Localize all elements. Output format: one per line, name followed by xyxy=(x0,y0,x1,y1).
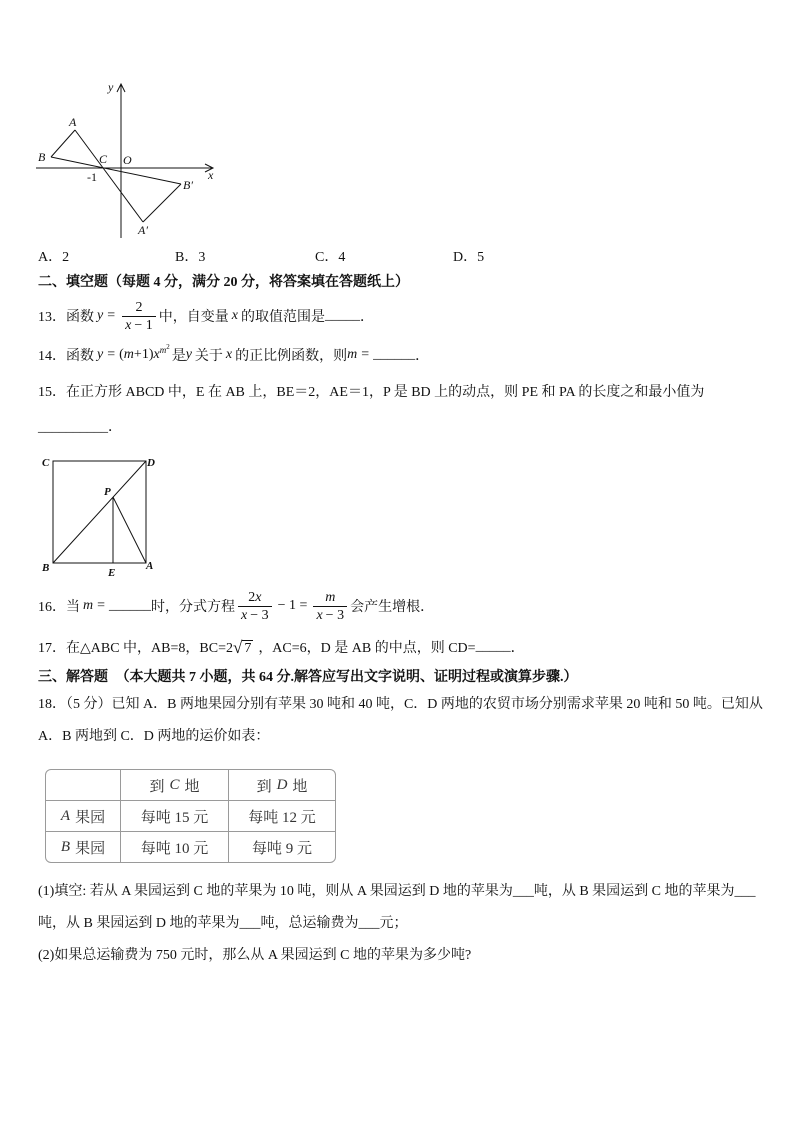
question-14 xyxy=(38,343,429,367)
question-13 xyxy=(38,296,374,336)
table-header-to-d xyxy=(229,770,335,801)
table-header-to-c xyxy=(121,770,229,801)
q17-sqrt xyxy=(233,638,253,657)
q14-exponent xyxy=(160,343,170,355)
q16-lead: 16．当 xyxy=(38,600,80,615)
q14-paren-open: ( xyxy=(119,347,124,362)
q14-lead: 14．函数 xyxy=(38,349,94,364)
label-b: B xyxy=(38,150,46,164)
option-a: A．2 xyxy=(38,250,70,265)
square-label-c: C xyxy=(42,457,50,469)
q13-tail: 的取值范围是 xyxy=(240,310,325,325)
q13-denominator xyxy=(122,317,156,334)
q13-lead: 13．函数 xyxy=(38,310,94,325)
q17-blank: _____ xyxy=(475,639,511,654)
q13-den-var: x xyxy=(125,317,132,333)
q16-right-denominator xyxy=(313,607,347,624)
q13-equals: = xyxy=(107,308,116,323)
label-x-axis: x xyxy=(208,168,214,182)
q16-fraction-right xyxy=(313,589,347,624)
table-corner-cell xyxy=(46,770,121,801)
q14-base: x xyxy=(153,347,160,362)
header-c-post: 地 xyxy=(184,778,200,795)
q14-is: 是 xyxy=(171,349,186,364)
table-cell-b-to-d: 每吨 9 元 xyxy=(251,840,312,857)
q14-tail: 的正比例函数，则 xyxy=(235,349,348,364)
row-a-label: 果园 xyxy=(75,809,106,826)
q15-blank: __________ xyxy=(38,420,108,435)
q17-tail: ，AC=6，D 是 AB 的中点，则 CD= xyxy=(258,641,476,656)
label-a-prime: A′ xyxy=(138,223,148,237)
question-16 xyxy=(38,586,434,626)
q16-mid: 时，分式方程 xyxy=(151,600,236,615)
table-row-label-a xyxy=(46,801,121,832)
q15-end: ． xyxy=(108,420,122,435)
q13-after: 中，自变量 xyxy=(158,310,229,325)
option-d: D．5 xyxy=(453,250,485,265)
label-c: C xyxy=(99,152,108,166)
q16-left-num-coef: 2 xyxy=(248,589,256,605)
q14-m: m xyxy=(347,347,358,362)
segment-pa xyxy=(113,497,146,563)
label-origin: O xyxy=(123,153,132,167)
q14-y: y xyxy=(185,347,192,362)
square-label-p: P xyxy=(104,486,111,498)
label-neg-one: -1 xyxy=(87,170,97,184)
coordinate-figure xyxy=(0,75,240,245)
question-15-text: 15．在正方形 ABCD 中，E 在 AB 上，BE＝2，AE＝1，P 是 BD 上的动点，则 PE 和 PA 的长度之和最小值为 xyxy=(38,385,705,400)
q16-left-num-var: x xyxy=(255,589,262,605)
q16-left-den-var: x xyxy=(241,607,248,623)
question-18-part-1-line-1: (1)填空: 若从 A 果园运到 C 地的苹果为 10 吨，则从 A 果园运到 D 地的苹果为___吨，从 B 果园运到 C 地的苹果为___ xyxy=(38,884,756,899)
label-a: A xyxy=(69,115,77,129)
segment-ab xyxy=(51,130,75,157)
question-15-answer-line xyxy=(38,418,122,438)
question-18-part-1-line-2: 吨，从 B 果园运到 D 地的苹果为___吨，总运输费为___元； xyxy=(38,916,408,931)
table-cell-a-to-d: 每吨 12 元 xyxy=(229,801,335,832)
q14-coef-var: m xyxy=(123,347,134,362)
row-a-var: A xyxy=(60,807,71,824)
q16-left-denominator xyxy=(238,607,272,624)
row-b-label: 果园 xyxy=(75,840,106,857)
q13-lhs: y xyxy=(97,308,104,323)
question-18-line-1: 18．（5 分）已知 A．B 两地果园分别有苹果 30 吨和 40 吨，C．D 两地的农贸市场分别需求苹果 20 吨和 50 吨。已知从 xyxy=(38,697,763,712)
q14-about: 关于 xyxy=(194,349,223,364)
header-d-pre: 到 xyxy=(256,778,272,795)
segment-a-prime-b-prime xyxy=(143,184,181,222)
section-3-heading xyxy=(38,668,578,688)
square-label-a: A xyxy=(146,560,154,572)
freight-rate-table xyxy=(45,769,336,863)
segment-a-a-prime xyxy=(75,130,143,222)
q13-den-rest: − 1 xyxy=(134,317,153,333)
q16-blank: ______ xyxy=(109,598,152,613)
label-y-axis: y xyxy=(108,80,114,94)
option-b: B．3 xyxy=(175,250,206,265)
q14-blank: ______ xyxy=(373,347,416,362)
q13-blank: _____ xyxy=(324,308,360,323)
option-c: C．4 xyxy=(315,250,346,265)
section-2-heading: 二、填空题（每题 4 分，满分 20 分，将答案填在答题纸上） xyxy=(38,275,409,290)
q14-exp-pow: 2 xyxy=(166,343,170,351)
q16-right-numerator: m xyxy=(313,589,347,607)
question-17 xyxy=(38,636,525,658)
q14-exp-var: m xyxy=(159,345,167,355)
q17-lead: 17．在△ABC 中，AB=8，BC=2 xyxy=(38,641,233,656)
q16-left-numerator xyxy=(238,589,272,607)
question-18-part-2: (2)如果总运输费为 750 元时，那么从 A 果园运到 C 地的苹果为多少吨? xyxy=(38,948,472,963)
section-3-note: （本大题共 7 小题，共 64 分.解答应写出文字说明、证明过程或演算步骤.） xyxy=(115,670,578,685)
q16-left-den-rest: − 3 xyxy=(250,607,269,623)
header-c-pre: 到 xyxy=(149,778,165,795)
q14-equals-2: = xyxy=(361,347,370,362)
question-18-line-2: A．B 两地到 C．D 两地的运价如表： xyxy=(38,729,270,744)
q16-right-den-var: x xyxy=(316,607,323,623)
q16-m: m xyxy=(83,598,94,613)
q14-end: ． xyxy=(415,349,430,364)
q17-radicand: 7 xyxy=(244,640,252,656)
q13-numerator: 2 xyxy=(122,299,156,317)
row-b-var: B xyxy=(60,838,71,855)
diagonal-bd xyxy=(53,461,146,563)
header-d-post: 地 xyxy=(292,778,308,795)
q14-lhs: y xyxy=(97,347,104,362)
label-b-prime: B′ xyxy=(183,178,193,192)
q16-tail: 会产生增根． xyxy=(350,600,435,615)
square-label-b: B xyxy=(42,562,50,574)
segment-b-b-prime xyxy=(51,157,181,184)
q16-equals: = xyxy=(97,598,106,613)
q17-radical-sign: √ xyxy=(232,637,243,657)
q16-minus-one-equals: − 1 = xyxy=(277,598,308,613)
square-label-e: E xyxy=(108,567,116,579)
q14-paren-rest: +1) xyxy=(133,347,154,362)
q16-fraction-left xyxy=(238,589,272,624)
square-figure xyxy=(0,452,200,580)
q14-equals: = xyxy=(107,347,116,362)
table-cell-a-to-c: 每吨 15 元 xyxy=(121,801,229,832)
table-cell-b-to-c: 每吨 10 元 xyxy=(121,832,229,862)
q16-right-den-rest: − 3 xyxy=(325,607,345,623)
q13-end: ． xyxy=(359,310,374,325)
square-label-d: D xyxy=(147,457,155,469)
q14-x: x xyxy=(225,347,233,362)
q13-var: x xyxy=(231,308,238,323)
section-3-title: 三、解答题 xyxy=(38,670,108,685)
q17-end: ． xyxy=(510,641,525,656)
header-c-var: C xyxy=(169,776,180,793)
header-d-var: D xyxy=(276,776,288,793)
q13-fraction xyxy=(122,299,156,334)
table-row-label-b xyxy=(46,832,121,862)
